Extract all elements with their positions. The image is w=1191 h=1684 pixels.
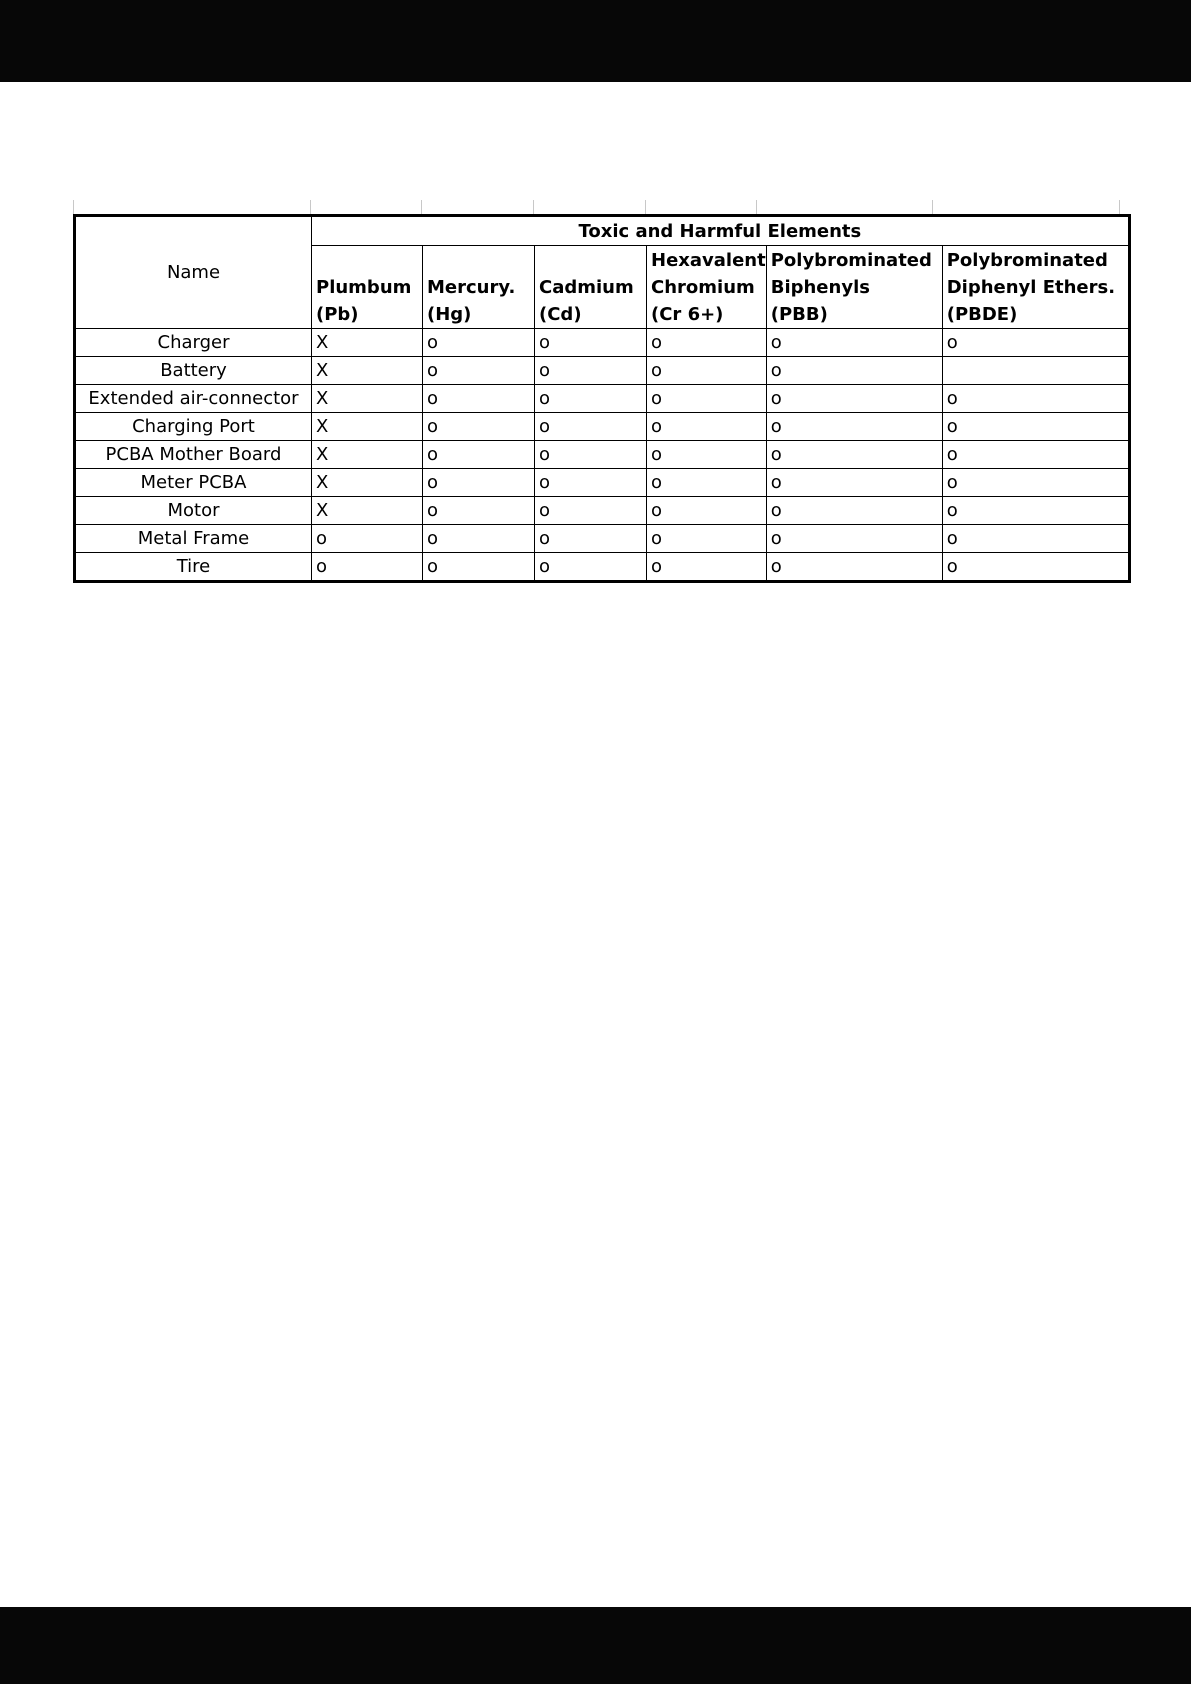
substance-value-cell: o [647, 553, 767, 582]
substance-value-cell: o [535, 441, 647, 469]
column-header-line: (Cd) [539, 304, 582, 325]
substance-value-cell: o [423, 441, 535, 469]
table-row [75, 441, 1130, 469]
substance-value-cell [942, 357, 1129, 385]
substance-value-cell: o [423, 469, 535, 497]
column-header-line: Plumbum [316, 277, 412, 298]
component-name-cell: PCBA Mother Board [75, 441, 312, 469]
substance-value-cell: o [942, 413, 1129, 441]
substance-value-cell: o [535, 525, 647, 553]
substance-value-cell: o [647, 329, 767, 357]
substance-value-cell: o [647, 357, 767, 385]
substance-value-cell: o [942, 441, 1129, 469]
substance-value-cell: X [312, 497, 423, 525]
table-row [75, 357, 1130, 385]
column-header-line: Chromium [651, 277, 755, 298]
gridline-stub [1119, 200, 1120, 215]
substance-value-cell: o [647, 441, 767, 469]
component-name-cell: Charging Port [75, 413, 312, 441]
substance-value-cell: o [423, 385, 535, 413]
column-header-line: Cadmium [539, 277, 634, 298]
substance-value-cell: X [312, 413, 423, 441]
substance-value-cell: o [423, 329, 535, 357]
substance-value-cell: o [647, 497, 767, 525]
gridline-stub [932, 200, 933, 215]
column-header-pbde [942, 246, 1129, 329]
gridline-stub [73, 200, 74, 215]
substance-value-cell: o [942, 329, 1129, 357]
substance-value-cell: o [423, 525, 535, 553]
gridline-stub [421, 200, 422, 215]
substance-value-cell: o [312, 525, 423, 553]
substance-value-cell: o [766, 413, 942, 441]
column-header-pbb [766, 246, 942, 329]
substance-value-cell: o [647, 385, 767, 413]
substance-value-cell: o [423, 553, 535, 582]
substance-value-cell: o [535, 329, 647, 357]
top-black-bar [0, 0, 1191, 82]
column-header-line: (Pb) [316, 304, 359, 325]
substance-value-cell: o [535, 469, 647, 497]
name-column-header: Name [75, 216, 312, 329]
substance-value-cell: o [766, 497, 942, 525]
hazardous-substances-table [73, 214, 1131, 583]
substance-value-cell: o [766, 441, 942, 469]
substance-value-cell: X [312, 357, 423, 385]
column-header-line: (Hg) [427, 304, 472, 325]
table-row [75, 525, 1130, 553]
column-header-line: Polybrominated [770, 250, 932, 271]
gridline-stub [310, 200, 311, 215]
column-header-cadmium [535, 246, 647, 329]
column-header-mercury [423, 246, 535, 329]
column-header-line: (PBDE) [946, 304, 1018, 325]
component-name-cell: Meter PCBA [75, 469, 312, 497]
column-header-line: Biphenyls [770, 277, 870, 298]
substance-value-cell: o [942, 553, 1129, 582]
gridline-stub [756, 200, 757, 215]
substance-value-cell: o [766, 525, 942, 553]
substance-value-cell: X [312, 441, 423, 469]
substance-value-cell: o [766, 357, 942, 385]
table-row [75, 469, 1130, 497]
table-body [75, 329, 1130, 582]
table-header-row [75, 216, 1130, 246]
substance-value-cell: o [535, 357, 647, 385]
substance-value-cell: o [766, 553, 942, 582]
substance-value-cell: o [942, 385, 1129, 413]
substance-value-cell: o [535, 553, 647, 582]
substance-value-cell: o [312, 553, 423, 582]
column-header-plumbum [312, 246, 423, 329]
table-row [75, 329, 1130, 357]
table-row [75, 385, 1130, 413]
substance-value-cell: o [766, 329, 942, 357]
gridline-stub [645, 200, 646, 215]
substance-value-cell: X [312, 385, 423, 413]
component-name-cell: Metal Frame [75, 525, 312, 553]
substance-value-cell: X [312, 469, 423, 497]
substance-value-cell: o [423, 497, 535, 525]
column-header-line: Diphenyl Ethers. [946, 277, 1116, 298]
column-header-line: Mercury. [427, 277, 516, 298]
substance-value-cell: o [535, 497, 647, 525]
component-name-cell: Battery [75, 357, 312, 385]
component-name-cell: Tire [75, 553, 312, 582]
substance-value-cell: o [942, 469, 1129, 497]
column-header-line: (Cr 6+) [651, 304, 724, 325]
substance-value-cell: X [312, 329, 423, 357]
gridline-stub [533, 200, 534, 215]
column-header-line: Polybrominated [946, 250, 1108, 271]
component-name-cell: Charger [75, 329, 312, 357]
component-name-cell: Extended air-connector [75, 385, 312, 413]
column-header-hexavalent-chromium [647, 246, 767, 329]
table-row [75, 497, 1130, 525]
substance-value-cell: o [942, 525, 1129, 553]
substance-value-cell: o [423, 357, 535, 385]
component-name-cell: Motor [75, 497, 312, 525]
substance-value-cell: o [766, 469, 942, 497]
substance-value-cell: o [647, 525, 767, 553]
bottom-black-bar [0, 1607, 1191, 1684]
column-header-line: (PBB) [770, 304, 828, 325]
substance-value-cell: o [647, 413, 767, 441]
table-row [75, 553, 1130, 582]
toxic-elements-group-header: Toxic and Harmful Elements [312, 216, 1130, 246]
column-header-line: Hexavalent [651, 250, 766, 271]
substance-value-cell: o [647, 469, 767, 497]
table-row [75, 413, 1130, 441]
hazardous-substances-table-wrapper [73, 214, 1131, 583]
substance-value-cell: o [942, 497, 1129, 525]
substance-value-cell: o [535, 385, 647, 413]
substance-value-cell: o [423, 413, 535, 441]
substance-value-cell: o [766, 385, 942, 413]
substance-value-cell: o [535, 413, 647, 441]
